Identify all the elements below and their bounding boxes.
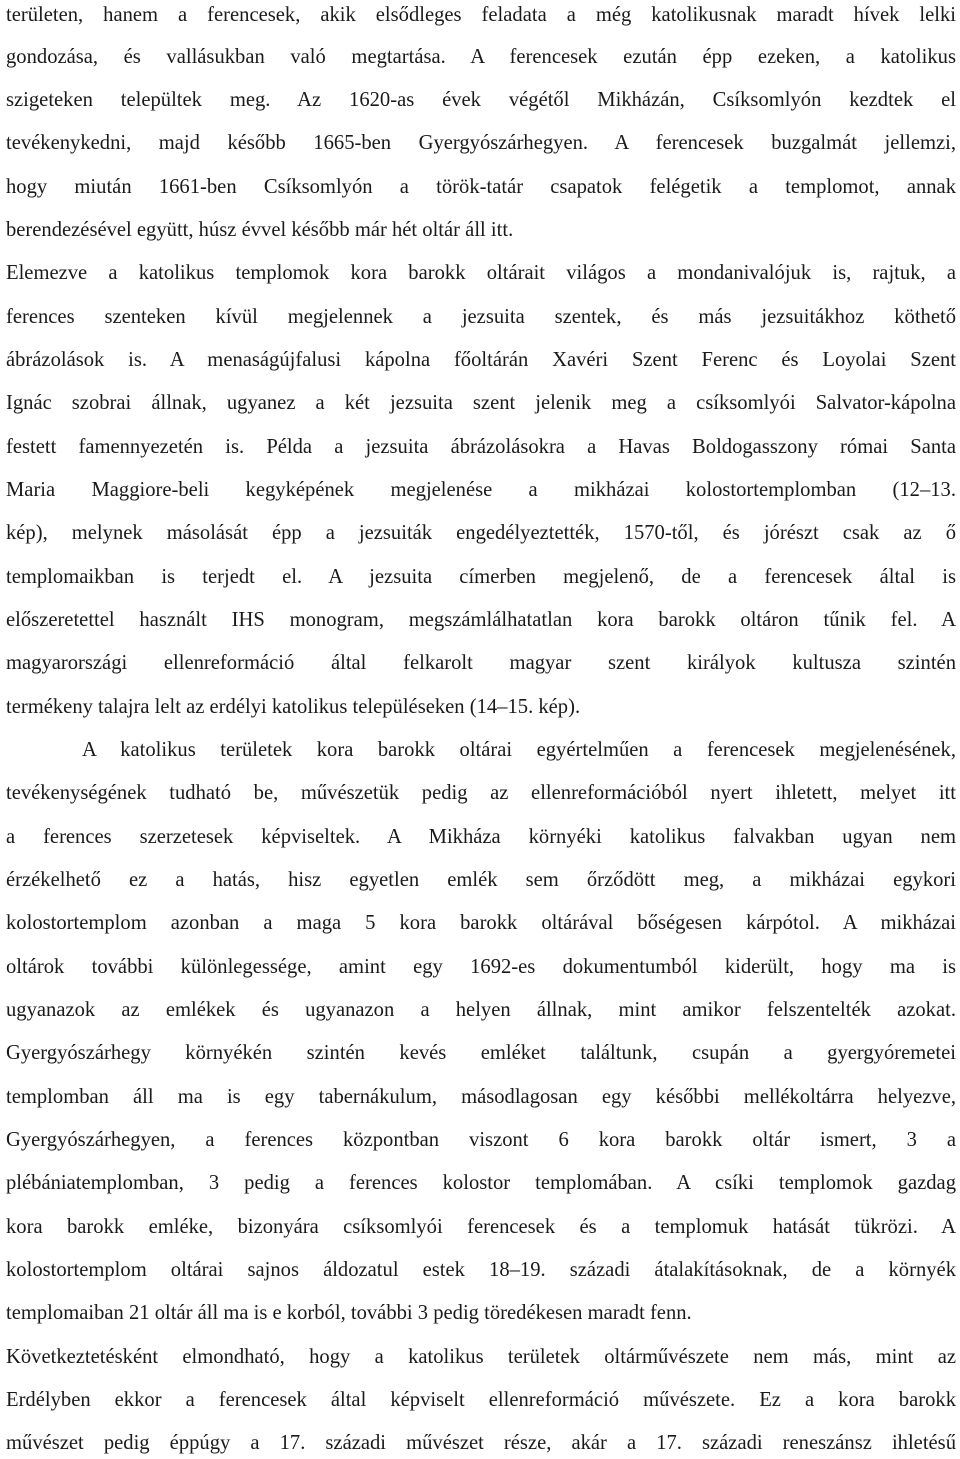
text-line: szigeteken települtek meg. Az 1620-as évek végétől Mikházán, Csíksomlyón kezdtek el bbox=[6, 89, 956, 111]
text-line: berendezésével együtt, húsz évvel később már hét oltár áll itt. bbox=[6, 219, 514, 241]
text-line: ábrázolások is. A menaságújfalusi kápolna főoltárán Xavéri Szent Ferenc és Loyolai Szent bbox=[6, 349, 956, 371]
text-line: festett famennyezetén is. Példa a jezsuita ábrázolásokra a Havas Boldogasszony római Santa bbox=[6, 436, 956, 458]
text-line: tevékenykedni, majd később 1665-ben Gyergyószárhegyen. A ferencesek buzgalmát jellemzi, bbox=[6, 132, 956, 154]
text-line: Ignác szobrai állnak, ugyanez a két jezsuita szent jelenik meg a csíksomlyói Salvator-kápolna bbox=[6, 392, 956, 414]
text-line: területen, hanem a ferencesek, akik elsődleges feladata a még katolikusnak maradt hívek lelki bbox=[6, 4, 956, 26]
text-line: Következtetésként elmondható, hogy a katolikus területek oltárművészete nem más, mint az bbox=[6, 1346, 956, 1368]
text-line: kolostortemplom azonban a maga 5 kora barokk oltárával bőségesen kárpótol. A mikházai bbox=[6, 912, 956, 934]
text-line: oltárok további különlegessége, amint egy 1692-es dokumentumból kiderült, hogy ma is bbox=[6, 956, 956, 978]
text-line: A katolikus területek kora barokk oltárai egyértelműen a ferencesek megjelenésének, bbox=[82, 739, 956, 761]
text-line: előszeretettel használt IHS monogram, megszámlálhatatlan kora barokk oltáron tűnik fel. A bbox=[6, 609, 956, 631]
text-line: magyarországi ellenreformáció által felkarolt magyar szent királyok kultusza szintén bbox=[6, 652, 956, 674]
text-line: Gyergyószárhegyen, a ferences központban viszont 6 kora barokk oltár ismert, 3 a bbox=[6, 1129, 956, 1151]
text-line: érzékelhető ez a hatás, hisz egyetlen emlék sem őrződött meg, a mikházai egykori bbox=[6, 869, 956, 891]
text-line: hogy miután 1661-ben Csíksomlyón a török-tatár csapatok felégetik a templomot, annak bbox=[6, 176, 956, 198]
text-line: templomaiban 21 oltár áll ma is e korból, további 3 pedig töredékesen maradt fenn. bbox=[6, 1302, 692, 1324]
text-line: ugyanazok az emlékek és ugyanazon a helyen állnak, mint amikor felszentelték azokat. bbox=[6, 999, 956, 1021]
text-line: ferences szenteken kívül megjelennek a jezsuita szentek, és más jezsuitákhoz köthető bbox=[6, 306, 956, 328]
text-line: Maria Maggiore-beli kegyképének megjelenése a mikházai kolostortemplomban (12–13. bbox=[6, 479, 956, 501]
text-line: plébániatemplomban, 3 pedig a ferences kolostor templomában. A csíki templomok gazdag bbox=[6, 1172, 956, 1194]
text-line: termékeny talajra lelt az erdélyi katolikus településeken (14–15. kép). bbox=[6, 696, 581, 718]
text-line: művészet pedig éppúgy a 17. századi művészet része, akár a 17. századi reneszánsz ihletésű bbox=[6, 1432, 956, 1454]
text-line: templomban áll ma is egy tabernákulum, másodlagosan egy későbbi mellékoltárra helyezve, bbox=[6, 1086, 956, 1108]
text-line: kép), melynek másolását épp a jezsuiták engedélyeztették, 1570-től, és jórészt csak az ő bbox=[6, 522, 956, 544]
text-line: Elemezve a katolikus templomok kora barokk oltárait világos a mondanivalójuk is, rajtuk, a bbox=[6, 262, 956, 284]
text-line: Erdélyben ekkor a ferencesek által képviselt ellenreformáció művészete. Ez a kora barokk bbox=[6, 1389, 956, 1411]
text-line: kolostortemplom oltárai sajnos áldozatul estek 18–19. századi átalakításoknak, de a környék bbox=[6, 1259, 956, 1281]
text-line: tevékenységének tudható be, művészetük pedig az ellenreformációból nyert ihletett, melyet itt bbox=[6, 782, 956, 804]
text-line: templomaikban is terjedt el. A jezsuita címerben megjelenő, de a ferencesek által is bbox=[6, 566, 956, 588]
text-line: kora barokk emléke, bizonyára csíksomlyói ferencesek és a templomuk hatását tükrözi. A bbox=[6, 1216, 956, 1238]
text-line: Gyergyószárhegy környékén szintén kevés emléket találtunk, csupán a gyergyóremetei bbox=[6, 1042, 956, 1064]
text-line: gondozása, és vallásukban való megtartása. A ferencesek ezután épp ezeken, a katolikus bbox=[6, 46, 956, 68]
text-line: a ferences szerzetesek képviseltek. A Mikháza környéki katolikus falvakban ugyan nem bbox=[6, 826, 956, 848]
